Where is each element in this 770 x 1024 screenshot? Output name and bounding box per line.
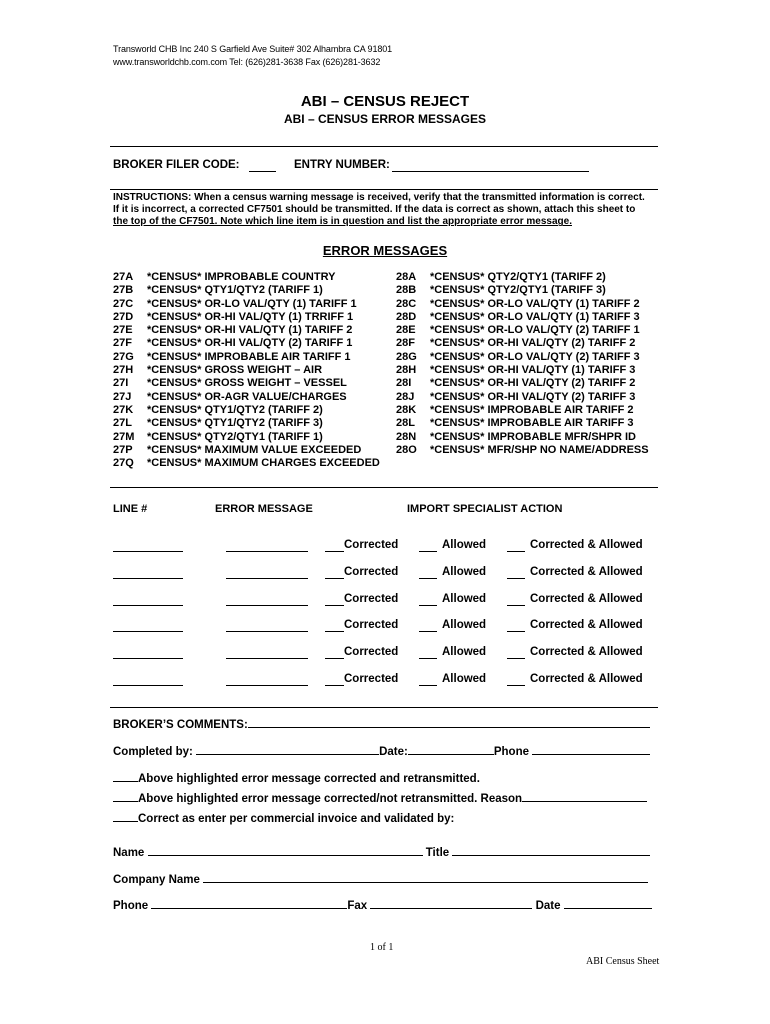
error-code: 28G	[396, 350, 417, 363]
error-text: *CENSUS* OR-HI VAL/QTY (1) TARIFF 2	[147, 324, 353, 337]
allowed-blank[interactable]	[419, 673, 437, 686]
broker-filer-code-label: BROKER FILER CODE:	[113, 159, 240, 171]
error-message-item	[113, 324, 380, 337]
error-message-item	[396, 444, 649, 457]
error-message-item	[113, 298, 380, 311]
error-message-item	[396, 404, 649, 417]
error-text: *CENSUS* OR-LO VAL/QTY (2) TARIFF 1	[430, 324, 640, 337]
error-text: *CENSUS* OR-LO VAL/QTY (1) TARIFF 2	[430, 297, 640, 310]
phone-fax-date-row	[113, 897, 652, 912]
title-field[interactable]	[452, 844, 650, 856]
check-blank[interactable]	[113, 790, 138, 802]
check-label: Correct as enter per commercial invoice and validated by:	[138, 813, 455, 825]
corrected-option: Corrected	[344, 646, 399, 659]
error-text: *CENSUS* QTY1/QTY2 (TARIFF 2)	[147, 403, 323, 416]
phone-label: Phone	[493, 746, 529, 758]
instructions-line: INSTRUCTIONS: When a census warning message is received, verify that the transmitted information is correct.	[113, 192, 645, 203]
error-message-item	[113, 431, 380, 444]
error-text: *CENSUS* QTY1/QTY2 (TARIFF 1)	[147, 284, 323, 297]
check-label: Above highlighted error message corrected/not retransmitted. Reason	[138, 793, 523, 805]
corrected-option: Corrected	[344, 592, 399, 605]
error-message-field[interactable]	[226, 593, 308, 606]
error-message-item	[113, 364, 380, 377]
error-code: 28C	[396, 297, 417, 310]
corrected-allowed-option: Corrected & Allowed	[530, 565, 643, 578]
error-code: 27C	[113, 297, 134, 310]
error-message-item	[113, 337, 380, 350]
error-message-item	[113, 391, 380, 404]
error-code: 27M	[113, 430, 135, 443]
completed-by-row	[113, 743, 650, 758]
error-code: 27K	[113, 403, 134, 416]
line-number-field[interactable]	[113, 673, 183, 686]
corrected-allowed-blank[interactable]	[507, 593, 525, 606]
error-message-item	[396, 337, 649, 350]
error-code: 28J	[396, 390, 415, 403]
corrected-blank[interactable]	[325, 619, 344, 632]
action-row	[0, 673, 770, 687]
error-message-item	[113, 377, 380, 390]
error-text: *CENSUS* OR-LO VAL/QTY (1) TARIFF 3	[430, 310, 640, 323]
allowed-blank[interactable]	[419, 566, 437, 579]
completed-by-label: Completed by:	[113, 746, 193, 758]
error-code: 28K	[396, 403, 417, 416]
error-message-item	[113, 457, 380, 470]
error-text: *CENSUS* QTY2/QTY1 (TARIFF 3)	[430, 284, 606, 297]
brokers-comments-row	[113, 716, 650, 731]
error-text: *CENSUS* OR-HI VAL/QTY (2) TARIFF 2	[430, 377, 636, 390]
error-text: *CENSUS* MFR/SHP NO NAME/ADDRESS	[430, 443, 649, 456]
allowed-option: Allowed	[442, 619, 487, 632]
allowed-option: Allowed	[442, 592, 487, 605]
error-text: *CENSUS* IMPROBABLE AIR TARIFF 3	[430, 417, 634, 430]
corrected-blank[interactable]	[325, 646, 344, 659]
error-code: 28H	[396, 364, 417, 377]
allowed-option: Allowed	[442, 646, 487, 659]
error-list-right	[396, 271, 649, 457]
line-number-field[interactable]	[113, 566, 183, 579]
error-text: *CENSUS* GROSS WEIGHT – AIR	[147, 364, 323, 377]
error-message-item	[396, 351, 649, 364]
error-message-item	[396, 284, 649, 297]
error-code: 27Q	[113, 457, 134, 470]
allowed-option: Allowed	[442, 673, 487, 685]
divider	[110, 189, 658, 190]
error-text: *CENSUS* OR-LO VAL/QTY (2) TARIFF 3	[430, 350, 640, 363]
divider	[110, 487, 658, 488]
error-list-left	[113, 271, 380, 470]
error-text: *CENSUS* MAXIMUM VALUE EXCEEDED	[147, 443, 362, 456]
allowed-blank[interactable]	[419, 619, 437, 632]
broker-filer-code-field[interactable]	[249, 171, 276, 172]
corrected-allowed-blank[interactable]	[507, 646, 525, 659]
error-code: 28N	[396, 430, 417, 443]
error-message-field[interactable]	[226, 619, 308, 632]
import-specialist-action-header: IMPORT SPECIALIST ACTION	[407, 503, 563, 515]
form-title: ABI – CENSUS REJECT	[300, 93, 470, 110]
error-code: 27E	[113, 324, 133, 337]
corrected-allowed-blank[interactable]	[507, 673, 525, 686]
error-message-field[interactable]	[226, 646, 308, 659]
error-code: 27H	[113, 364, 134, 377]
instructions	[113, 192, 658, 229]
check-label: Above highlighted error message corrected and retransmitted.	[138, 773, 480, 785]
allowed-blank[interactable]	[419, 539, 437, 552]
corrected-option: Corrected	[344, 565, 399, 578]
error-message-item	[396, 364, 649, 377]
check-row	[113, 810, 454, 825]
action-row	[0, 593, 770, 607]
error-code: 28D	[396, 310, 417, 323]
error-code: 27L	[113, 417, 132, 430]
corrected-allowed-blank[interactable]	[507, 566, 525, 579]
error-code: 27D	[113, 310, 134, 323]
error-message-item	[396, 431, 649, 444]
check-row	[113, 790, 647, 805]
error-message-item	[396, 298, 649, 311]
error-text: *CENSUS* IMPROBABLE MFR/SHPR ID	[430, 430, 636, 443]
allowed-blank[interactable]	[419, 646, 437, 659]
error-text: *CENSUS* QTY2/QTY1 (TARIFF 2)	[430, 271, 606, 283]
error-text: *CENSUS* OR-HI VAL/QTY (1) TARIFF 3	[430, 364, 636, 377]
error-messages-heading: ERROR MESSAGES	[322, 243, 448, 258]
action-row	[0, 646, 770, 660]
error-code: 27J	[113, 390, 132, 403]
corrected-allowed-option: Corrected & Allowed	[530, 619, 643, 632]
date-label: Date	[535, 900, 561, 912]
error-message-item	[113, 311, 380, 324]
error-code: 27P	[113, 443, 133, 456]
allowed-option: Allowed	[442, 565, 487, 578]
error-message-item	[113, 404, 380, 417]
phone-label: Phone	[113, 900, 149, 912]
fax-label: Fax	[347, 900, 368, 912]
fax-field[interactable]	[370, 897, 532, 909]
error-text: *CENSUS* QTY1/QTY2 (TARIFF 3)	[147, 417, 323, 430]
error-code: 28O	[396, 443, 417, 456]
error-code: 27A	[113, 271, 134, 283]
error-message-field[interactable]	[226, 539, 308, 552]
corrected-option: Corrected	[344, 673, 399, 685]
check-blank[interactable]	[113, 810, 138, 822]
reason-field[interactable]	[522, 790, 647, 802]
error-text: *CENSUS* OR-HI VAL/QTY (1) TRRIFF 1	[147, 310, 354, 323]
date-label: Date:	[379, 746, 408, 758]
corrected-allowed-option: Corrected & Allowed	[530, 539, 643, 551]
form-subtitle: ABI – CENSUS ERROR MESSAGES	[283, 112, 487, 126]
corrected-allowed-option: Corrected & Allowed	[530, 646, 643, 659]
line-number-field[interactable]	[113, 646, 183, 659]
allowed-option: Allowed	[442, 539, 487, 551]
company-name-row	[113, 871, 648, 886]
error-code: 28F	[396, 337, 415, 350]
allowed-blank[interactable]	[419, 593, 437, 606]
completed-by-field[interactable]	[196, 743, 379, 755]
company-address: Transworld CHB Inc 240 S Garfield Ave Suite# 302 Alhambra CA 91801	[113, 44, 393, 54]
error-text: *CENSUS* IMPROBABLE COUNTRY	[147, 271, 336, 283]
error-message-item	[113, 417, 380, 430]
corrected-allowed-blank[interactable]	[507, 619, 525, 632]
error-message-item	[113, 444, 380, 457]
error-message-item	[396, 417, 649, 430]
company-name-field[interactable]	[203, 871, 648, 883]
error-message-field[interactable]	[226, 566, 308, 579]
action-row	[0, 566, 770, 580]
corrected-allowed-option: Corrected & Allowed	[530, 592, 643, 605]
error-text: *CENSUS* QTY2/QTY1 (TARIFF 1)	[147, 430, 323, 443]
phone-field[interactable]	[151, 897, 347, 909]
name-field[interactable]	[148, 844, 423, 856]
line-number-field[interactable]	[113, 539, 183, 552]
error-message-item	[396, 377, 649, 390]
phone-field[interactable]	[532, 743, 650, 755]
error-text: *CENSUS* OR-LO VAL/QTY (1) TARIFF 1	[147, 297, 357, 310]
error-code: 27I	[113, 377, 129, 390]
error-message-item	[396, 271, 649, 284]
brokers-comments-label: BROKER’S COMMENTS:	[113, 719, 248, 731]
action-row	[0, 619, 770, 633]
name-label: Name	[113, 847, 145, 859]
company-name-label: Company Name	[113, 874, 200, 886]
line-number-field[interactable]	[113, 593, 183, 606]
corrected-blank[interactable]	[325, 673, 344, 686]
title-label: Title	[425, 847, 450, 859]
error-text: *CENSUS* OR-HI VAL/QTY (2) TARIFF 3	[430, 390, 636, 403]
error-code: 28E	[396, 324, 416, 337]
error-message-item	[113, 284, 380, 297]
error-text: *CENSUS* OR-AGR VALUE/CHARGES	[147, 390, 347, 403]
brokers-comments-field[interactable]	[248, 716, 650, 728]
error-text: *CENSUS* GROSS WEIGHT – VESSEL	[147, 377, 347, 390]
error-code: 27B	[113, 284, 134, 297]
error-text: *CENSUS* IMPROBABLE AIR TARIFF 1	[147, 350, 351, 363]
divider	[110, 146, 658, 147]
name-row	[113, 844, 650, 859]
corrected-allowed-option: Corrected & Allowed	[530, 673, 643, 685]
page-number: 1 of 1	[370, 942, 394, 953]
corrected-blank[interactable]	[325, 539, 344, 552]
error-code: 28I	[396, 377, 412, 390]
company-contact: www.transworldchb.com.com Tel: (626)281-3638 Fax (626)281-3632	[113, 57, 381, 67]
action-row	[0, 539, 770, 553]
error-message-item	[396, 324, 649, 337]
line-number-field[interactable]	[113, 619, 183, 632]
error-message-header: ERROR MESSAGE	[215, 503, 313, 515]
error-code: 28B	[396, 284, 417, 297]
error-message-item	[396, 311, 649, 324]
check-blank[interactable]	[113, 770, 138, 782]
error-message-item	[396, 391, 649, 404]
error-code: 28A	[396, 271, 417, 283]
date-field[interactable]	[564, 897, 652, 909]
divider	[110, 707, 658, 708]
corrected-blank[interactable]	[325, 566, 344, 579]
corrected-option: Corrected	[344, 539, 399, 551]
error-text: *CENSUS* IMPROBABLE AIR TARIFF 2	[430, 403, 634, 416]
error-code: 27G	[113, 350, 134, 363]
corrected-blank[interactable]	[325, 593, 344, 606]
error-text: *CENSUS* MAXIMUM CHARGES EXCEEDED	[147, 457, 380, 470]
date-field[interactable]	[408, 743, 494, 755]
corrected-allowed-blank[interactable]	[507, 539, 525, 552]
error-code: 27F	[113, 337, 132, 350]
instructions-line: If it is incorrect, a corrected CF7501 should be transmitted. If the data is correct as shown, attach this sheet to	[113, 204, 636, 216]
error-message-field[interactable]	[226, 673, 308, 686]
check-row	[113, 770, 480, 785]
error-message-item	[113, 271, 380, 284]
entry-number-label: ENTRY NUMBER:	[294, 159, 390, 171]
corrected-option: Corrected	[344, 619, 399, 632]
error-code: 28L	[396, 417, 415, 430]
error-message-item	[113, 351, 380, 364]
error-text: *CENSUS* OR-HI VAL/QTY (2) TARIFF 2	[430, 337, 636, 350]
instructions-line: the top of the CF7501. Note which line item is in question and list the appropriate error message.	[113, 216, 572, 228]
error-text: *CENSUS* OR-HI VAL/QTY (2) TARIFF 1	[147, 337, 353, 350]
line-number-header: LINE #	[113, 503, 148, 515]
footer-label: ABI Census Sheet	[586, 956, 660, 967]
entry-number-field[interactable]	[392, 171, 589, 172]
